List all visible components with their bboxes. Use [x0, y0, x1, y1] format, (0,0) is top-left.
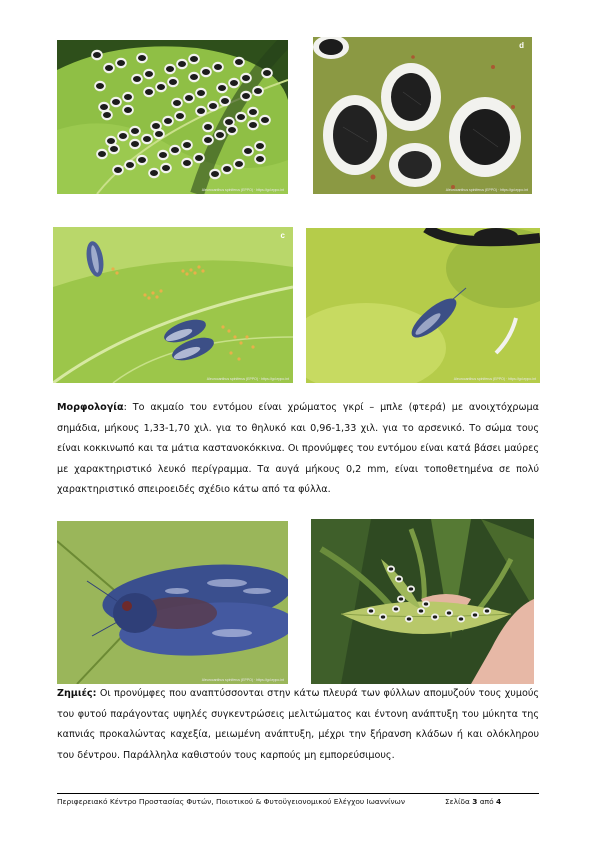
photo-adults-and-eggs: [53, 227, 293, 383]
photo-infested-leaf-in-hand: [311, 519, 534, 684]
damage-heading: Ζημιές:: [57, 688, 97, 699]
panel-letter: d: [519, 41, 524, 50]
footer-page-number: [445, 797, 501, 806]
photo-credit: Aleurocanthus spiniferus (EPPO) · https://gd.eppo.int: [453, 377, 536, 381]
photo-credit: Aleurocanthus spiniferus (EPPO) · https://gd.eppo.int: [201, 188, 284, 192]
photo-credit: Aleurocanthus spiniferus (EPPO) · https://gd.eppo.int: [445, 188, 528, 192]
morphology-heading: Μορφολογία: [57, 402, 124, 413]
photo-credit: Aleurocanthus spiniferus (EPPO) · https://gd.eppo.int: [206, 377, 289, 381]
damage-paragraph: [57, 684, 539, 766]
footer-divider: [57, 793, 539, 794]
photo-adult-on-leaf: [306, 228, 540, 383]
page-current: 3: [472, 797, 478, 806]
photo-larvae-on-leaf: [57, 40, 288, 194]
page-of: από: [479, 797, 494, 806]
page-total: 4: [496, 797, 502, 806]
morphology-text: : Το ακμαίο του εντόμου είναι χρώματος γκρί – μπλε (φτερά) με ανοιχτόχρωμα σημάδια, μήκους 1,33-1,70 χιλ. για το θηλυκό και 0,96-1,33 χιλ. για το αρσενικό. Το σώμα τους είναι κοκκινωπό και τα μάτια καστανοκόκκινα. Οι προνύμφες του εντόμου είναι κατά βάσει μαύρες με χαρακτηριστικό λευκό περίγραμμα. Τα αυγά μήκους 0,2 mm, είναι τοποθετημένα σε πολύ χαρακτηριστικό σπειροειδές σχέδιο κάτω από τα φύλλα.: [57, 402, 539, 496]
photo-adult-closeup: [57, 521, 288, 684]
damage-text: Οι προνύμφες που αναπτύσσονται στην κάτω πλευρά των φύλλων απομυζούν τους χυμούς του φυτού παράγοντας υψηλές συγκεντρώσεις μελιτώματος και έντονη ανάπτυξη του μύκητα της καπνιάς προκαλώντας καχεξία, μειωμένη ανάπτυξη, μέχρι την ξήρανση κλάδων ή και ολόκληρου του δέντρου. Παράλληλα καθιστούν τους καρπούς μη εμπορεύσιμους.: [57, 688, 539, 761]
photo-larvae-closeup: [313, 37, 532, 194]
photo-credit: Aleurocanthus spiniferus (EPPO) · https://gd.eppo.int: [201, 678, 284, 682]
morphology-paragraph: [57, 398, 539, 501]
panel-letter: c: [280, 231, 285, 240]
page-word: Σελίδα: [445, 797, 470, 806]
footer-organization: Περιφερειακό Κέντρο Προστασίας Φυτών, Ποιοτικού & Φυτοϋγειονομικού Ελέγχου Ιωαννίνων: [57, 797, 405, 806]
